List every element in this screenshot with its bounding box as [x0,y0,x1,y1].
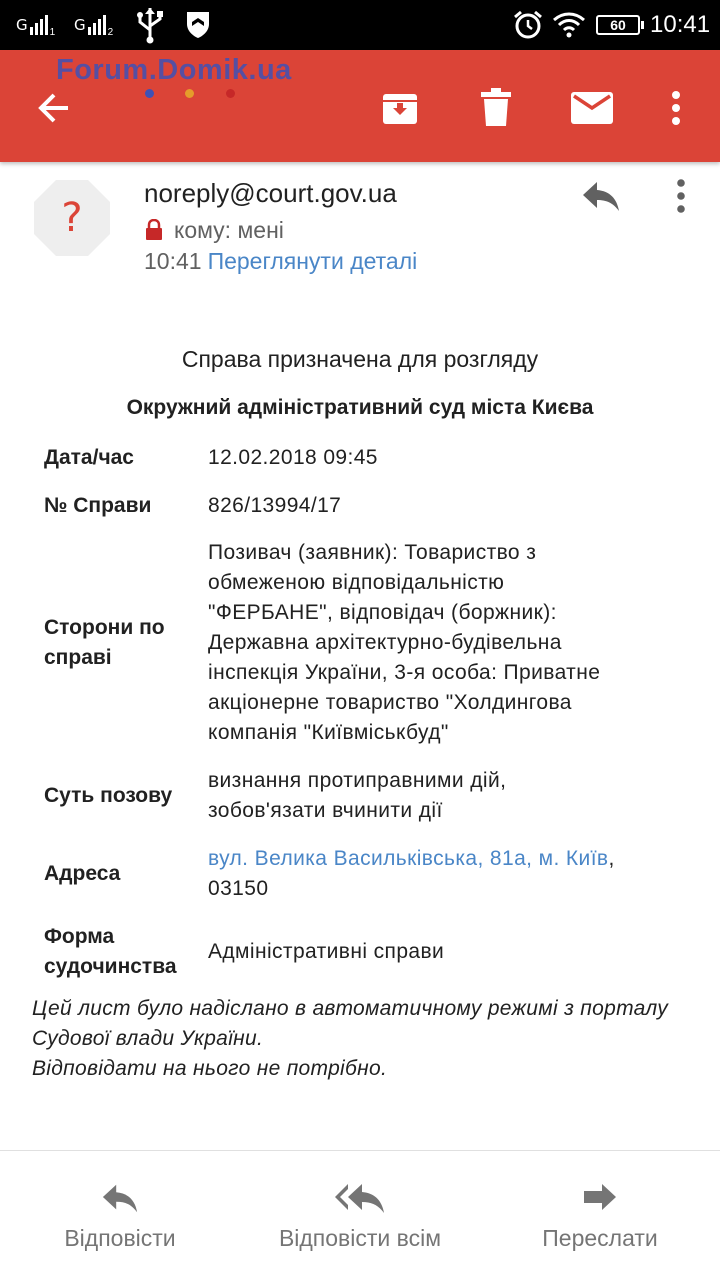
address-value [208,844,678,904]
claim-value [208,766,678,826]
note-line: Цей лист було надіслано в автоматичному режимі з порталу [32,997,669,1020]
parties-value [208,538,678,748]
watermark: Forum.Domik.ua [56,54,292,86]
wifi-icon [552,0,586,50]
address-link[interactable]: вул. Велика Васильківська, 81а, м. Київ [208,847,609,870]
battery-icon: 60 [596,15,640,35]
parties-line: акціонерне товариство "Холдингова [208,691,572,714]
recipient-text: кому: мені [174,216,284,243]
time-row [144,248,417,275]
reply-icon [101,1181,139,1215]
watermark-dot [185,89,194,98]
claim-line: визнання протиправними дій, [208,769,507,792]
reply-button[interactable] [40,1151,200,1281]
reply-all-label: Відповісти всім [278,1225,442,1251]
forward-icon [582,1181,618,1215]
bottom-action-bar [0,1150,720,1281]
view-details-link[interactable]: Переглянути деталі [207,248,418,274]
proceedings-form-label-line: судочинства [44,955,177,978]
avatar-symbol: ? [61,195,83,241]
proceedings-form-label [44,922,177,982]
sender-address: noreply@court.gov.ua [144,178,397,208]
more-vert-icon[interactable] [664,174,698,218]
signal-bars-icon [88,15,106,35]
case-number-value: 826/13994/17 [208,494,342,517]
usb-icon [134,0,166,50]
avatar[interactable] [32,178,112,258]
forward-button[interactable] [520,1151,680,1281]
court-name: Окружний адміністративний суд міста Києва [126,396,594,419]
reply-all-icon [334,1181,386,1215]
sim2-index: 2 [107,27,114,38]
note-line: Відповідати на нього не потрібно. [32,1057,388,1080]
sim2-signal [74,0,113,50]
parties-line: "ФЕРБАНЕ", відповідач (боржник): [208,601,557,624]
signal-bars-icon [30,15,48,35]
watermark-dot [145,89,154,98]
parties-label [44,613,165,673]
parties-line: компанія "Київміськбуд" [208,721,449,744]
battery-indicator [596,0,644,50]
mail-icon[interactable] [562,80,622,136]
sim2-network-label: G [74,16,86,34]
reply-all-button[interactable] [255,1151,465,1281]
sim1-network-label: G [16,16,28,34]
address-label: Адреса [44,862,121,885]
more-vert-icon[interactable] [654,80,698,136]
reply-icon[interactable] [576,174,626,218]
proceedings-form-value: Адміністративні справи [208,940,445,963]
parties-line: Позивач (заявник): Товариство з [208,541,537,564]
claim-line: зобов'язати вчинити дії [208,799,443,822]
shield-icon [184,0,212,50]
received-time: 10:41 [144,248,202,274]
forward-label: Переслати [542,1225,658,1251]
claim-label: Суть позову [44,784,173,807]
trash-icon[interactable] [468,80,524,136]
date-time-label: Дата/час [44,446,134,469]
status-clock: 10:41 [650,11,711,38]
parties-label-line: справі [44,646,112,669]
parties-line: Державна архітектурно-будівельна [208,631,562,654]
parties-line: обмеженою відповідальністю [208,571,505,594]
message-subject: Справа призначена для розгляду [181,346,539,372]
back-arrow-icon[interactable] [26,80,82,136]
status-bar [0,0,720,50]
address-comma: , [608,847,615,870]
auto-sent-note [32,994,702,1084]
parties-line: інспекція України, 3-я особа: Приватне [208,661,601,684]
case-number-label: № Справи [44,494,152,517]
date-time-value: 12.02.2018 09:45 [208,446,378,469]
parties-label-line: Сторони по [44,616,165,639]
sim1-signal [16,0,55,50]
watermark-dot [226,89,235,98]
archive-icon[interactable] [372,80,428,136]
note-line: Судової влади України. [32,1027,264,1050]
alarm-icon [512,0,544,50]
proceedings-form-label-line: Форма [44,925,115,948]
postal-code: 03150 [208,877,269,900]
reply-label: Відповісти [64,1225,176,1251]
sim1-index: 1 [49,27,56,38]
lock-icon [144,219,164,241]
recipient-row [144,215,284,245]
